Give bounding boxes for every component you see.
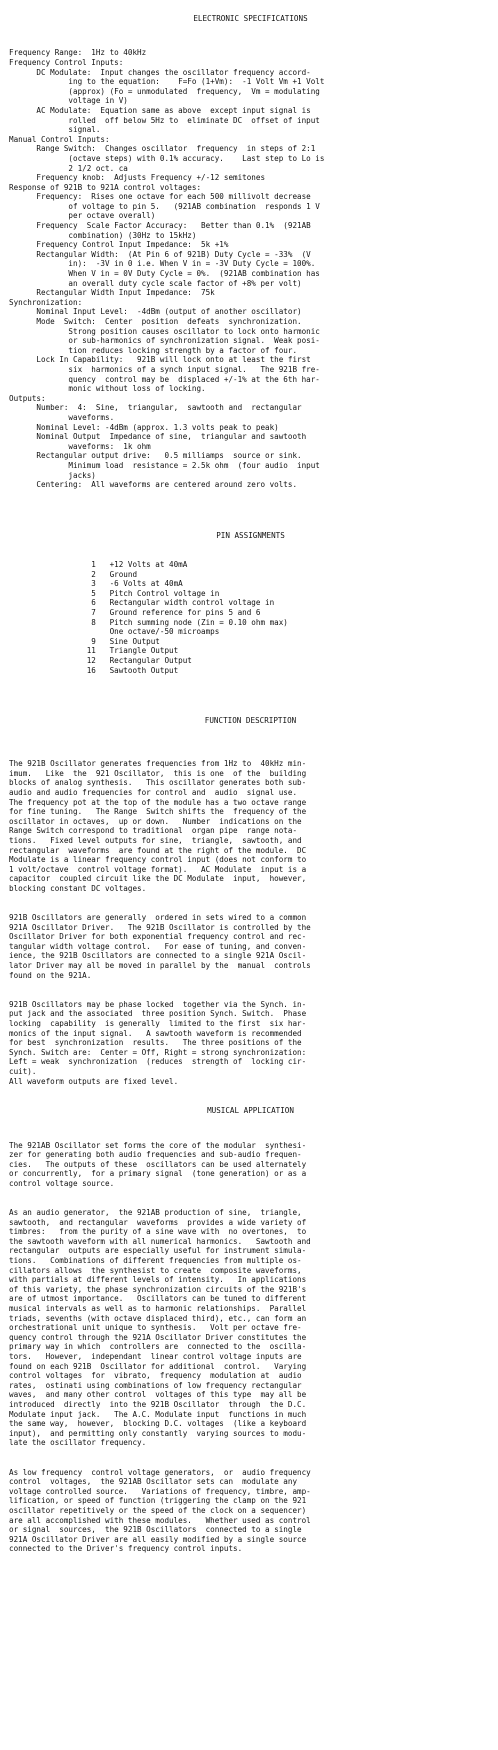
text-line: voltage in V): [9, 96, 128, 106]
text-line: or sub-harmonics of synchronization signal. Weak posi-: [9, 336, 320, 346]
text-line: DC Modulate: Input changes the oscillator frequency accord-: [9, 67, 311, 77]
text-line: Manual Control Inputs:: [9, 134, 110, 144]
text-line: 11 Triangle Output: [9, 646, 179, 656]
text-line: of voltage to pin 5. (921AB combination responds 1 V: [9, 201, 320, 211]
text-line: Frequency Control Input Impedance: 5k +1%: [9, 240, 229, 250]
specs-body: [9, 48, 492, 489]
text-line: Outputs:: [9, 393, 46, 403]
text-line: six harmonics of a synch input signal. The 921B fre-: [9, 364, 320, 374]
text-line: Range Switch: Changes oscillator frequency in steps of 2:1: [9, 144, 316, 154]
function-paragraph-3: 921B Oscillators may be phase locked together via the Synch. in- put jack and the associated three position Synch. Switch. Phase locking capability is generally limited to the first six har- monics of the input signal. A sawtooth waveform is recommended for best synchronization results. The three positions of the Synch. Switch are: Center = Off, Right = strong synchronization: Left = weak synchronization (reduces strength of locking cir- cuit). All waveform outputs are fixed level.: [9, 999, 307, 1086]
function-paragraph-1: The 921B Oscillator generates frequencies from 1Hz to 40kHz min- imum. Like the 921 Oscillator, this is one of the building blocks of analog synthesis. This oscillator generates both sub- audio and audio frequencies for control and audio signal use. The frequency pot at the top of the module has a two octave range for fine tuning. The Range Switch shifts the frequency of the oscillator in octaves, up or down. Number indications on the Range Switch correspond to traditional organ pipe range nota- tions. Fixed level outputs for sine, triangle, sawtooth, and rectangular waveforms are found at the right of the module. DC Modulate is a linear frequency control input (does not conform to 1 volt/octave control voltage format). AC Modulate input is a capacitor coupled circuit like the DC Modulate input, however, blocking constant DC voltages.: [9, 759, 307, 893]
text-line: monic without loss of locking.: [9, 384, 206, 394]
text-line: per octave overall): [9, 211, 156, 221]
text-line: in): -3V in 0 i.e. When V in = -3V Duty Cycle = 100%.: [9, 259, 316, 269]
text-line: Nominal Level: -4dBm (approx. 1.3 volts peak to peak): [9, 422, 279, 432]
text-line: rolled off below 5Hz to eliminate DC offset of input: [9, 115, 320, 125]
text-line: waveforms: 1k ohm: [9, 441, 151, 451]
text-line: 8 Pitch summing node (Zin = 0.10 ohm max): [9, 617, 288, 627]
text-line: AC Modulate: Equation same as above except input signal is: [9, 105, 311, 115]
text-line: tion reduces locking strength by a factor of four.: [9, 345, 298, 355]
text-line: Frequency: Rises one octave for each 500 millivolt decrease: [9, 192, 311, 202]
text-line: 6 Rectangular width control voltage in: [9, 598, 275, 608]
text-line: Centering: All waveforms are centered around zero volts.: [9, 480, 298, 490]
text-line: an overall duty cycle scale factor of +8% per volt): [9, 278, 302, 288]
text-line: 5 Pitch Control voltage in: [9, 588, 220, 598]
pin-list: [9, 560, 492, 675]
text-line: Frequency knob: Adjusts Frequency +/-12 semitones: [9, 173, 266, 183]
text-line: 9 Sine Output: [9, 636, 160, 646]
text-line: 7 Ground reference for pins 5 and 6: [9, 608, 261, 618]
text-line: Rectangular Width Input Impedance: 75k: [9, 288, 215, 298]
text-line: Nominal Input Level: -4dBm (output of another oscillator): [9, 307, 302, 317]
text-line: Minimum load resistance = 2.5k ohm (four audio input: [9, 460, 320, 470]
function-title: FUNCTION DESCRIPTION: [204, 716, 297, 726]
musical-paragraph-1: The 921AB Oscillator set forms the core of the modular synthesi- zer for generating both audio frequencies and sub-audio frequen- cies. The outputs of these oscillators can be used alternately or concurrently, for a primary signal (tone generation) or as a control voltage source.: [9, 1140, 307, 1188]
text-line: Frequency Scale Factor Accuracy: Better than 0.1% (921AB: [9, 221, 311, 231]
specs-title: ELECTRONIC SPECIFICATIONS: [193, 13, 308, 23]
text-line: waveforms.: [9, 412, 115, 422]
pins-title: PIN ASSIGNMENTS: [216, 530, 285, 540]
text-line: 12 Rectangular Output: [9, 656, 192, 665]
text-line: 1 +12 Volts at 40mA: [9, 560, 188, 570]
text-line: Rectangular Width: (At Pin 6 of 921B) Duty Cycle = -33% (V: [9, 249, 311, 259]
text-line: 3 -6 Volts at 40mA: [9, 579, 183, 589]
text-line: One octave/-50 microamps: [9, 627, 220, 637]
text-line: Lock In Capability: 921B will lock onto at least the first: [9, 355, 311, 365]
text-line: signal.: [9, 125, 101, 135]
musical-paragraph-3: As low frequency control voltage generators, or audio frequency control voltages, the 921AB Oscillator sets can modulate any voltage controlled source. Variations of frequency, timbre, amp- lification, or speed of function (triggering the clamp on the 921 oscillator repetitively or the speed of the clock on a sequencer) are all accomplished with these modules. Whether used as control or signal sources, the 921B Oscillators connected to a single 921A Oscillator Driver are all easily modified by a single source connected to the Driver's frequency control inputs.: [9, 1467, 311, 1554]
text-line: Frequency Range: 1Hz to 40kHz: [9, 48, 147, 58]
text-line: quency control may be displaced +/-1% at the 6th har-: [9, 374, 320, 384]
text-line: combination) (30Hz to 15kHz): [9, 230, 197, 240]
text-line: Synchronization:: [9, 297, 83, 307]
text-line: Frequency Control Inputs:: [9, 57, 124, 67]
text-line: jacks): [9, 470, 96, 480]
musical-paragraph-2: As an audio generator, the 921AB production of sine, triangle, sawtooth, and rectangular waveforms provides a wide variety of timbres: from the purity of a sine wave with no overtones, to the sawtooth waveform with all numerical harmonics. Sawtooth and rectangular outputs are especially useful for instrument simula- tions. Combinations of different frequencies from multiple os- cillators allows the synthesist to create composite waveforms, with partials at different levels of intensity. In applications of this variety, the phase synchronization circuits of the 921B's are of utmost importance. Oscillators can be tuned to different musical intervals as well as to harmonic relationships. Parallel triads, sevenths (with octave displaced third), etc., can form an orchestrational unit unique to synthesis. Volt per octave fre- quency control through the 921A Oscillator Driver constitutes the primary way in which controllers are connected to the oscilla- tors. However, independant linear control voltage inputs are found on each 921B Oscillator for additional control. Varying control voltages for vibrato, frequency modulation at audio rates, ostinati using combinations of low frequency rectangular waves, and many other control voltages of this type may all be introduced directly into the 921B Oscillator through the D.C. Modulate input jack. The A.C. Modulate input functions in much the same way, however, blocking D.C. voltages (like a keyboard input), and permitting only constantly varying sources to modu- late the oscillator frequency.: [9, 1208, 311, 1448]
text-line: Strong position causes oscillator to lock onto harmonic: [9, 326, 320, 336]
text-line: ing to the equation: F=Fo (1+Vm): -1 Volt Vm +1 Volt: [9, 77, 325, 87]
text-line: Nominal Output Impedance of sine, triangular and sawtooth: [9, 432, 307, 442]
function-paragraph-2: 921B Oscillators are generally ordered in sets wired to a common 921A Oscillator Driver. The 921B Oscillator is controlled by the Oscillator Driver for both exponential frequency control and rec- tangular width voltage control. For ease of tuning, and conven- ience, the 921B Oscillators are connected to a single 921A Oscil- lator Driver may all be moved in parallel by the manual controls found on the 921A.: [9, 913, 311, 980]
text-line: 2 1/2 oct. ca: [9, 163, 128, 173]
text-line: (octave steps) with 0.1% accuracy. Last step to Lo is: [9, 153, 325, 163]
text-line: When V in = 0V Duty Cycle = 0%. (921AB combination has: [9, 269, 320, 279]
text-line: 2 Ground: [9, 569, 138, 579]
text-line: Rectangular output drive: 0.5 milliamps source or sink.: [9, 451, 302, 461]
text-line: (approx) (Fo = unmodulated frequency, Vm = modulating: [9, 86, 320, 96]
text-line: Response of 921B to 921A control voltages:: [9, 182, 202, 192]
musical-title: MUSICAL APPLICATION: [207, 1105, 294, 1115]
text-line: 16 Sawtooth Output: [9, 665, 179, 675]
text-line: Mode Switch: Center position defeats synchronization.: [9, 317, 302, 326]
text-line: Number: 4: Sine, triangular, sawtooth and rectangular: [9, 403, 302, 413]
